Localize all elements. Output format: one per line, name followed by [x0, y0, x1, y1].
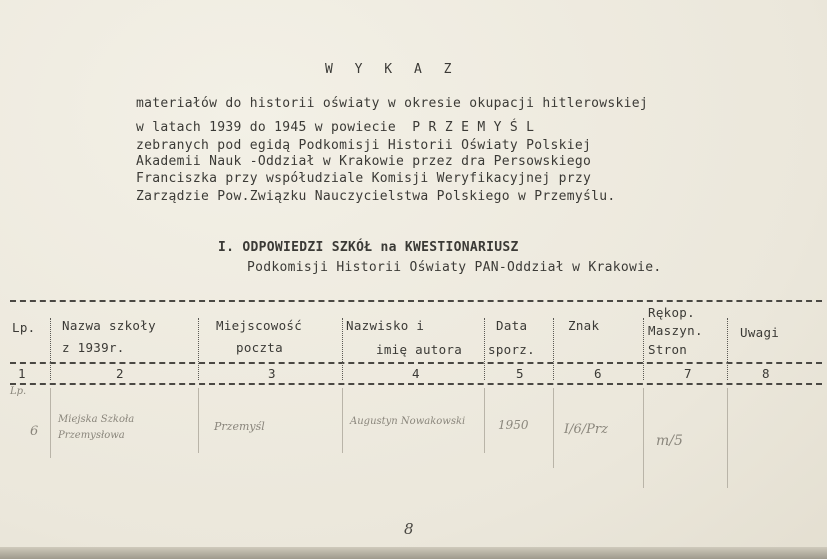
column-divider	[50, 318, 51, 380]
col-header-notes: Uwagi	[740, 325, 780, 340]
row-pages: m/5	[656, 433, 683, 449]
page-number: 8	[404, 520, 414, 538]
document-title: W Y K A Z	[325, 62, 459, 77]
page-edge	[0, 547, 827, 559]
body-column-line	[484, 388, 485, 453]
col-header-place-2: poczta	[236, 340, 283, 355]
col-header-author: Nazwisko i	[346, 318, 425, 333]
handwritten-lp-note: Lp.	[10, 386, 27, 397]
col-header-school: Nazwa szkoły	[62, 318, 156, 333]
column-divider	[643, 318, 644, 380]
row-school: Miejska Szkoła Przemysłowa	[58, 414, 135, 441]
row-place: Przemyśl	[214, 420, 265, 433]
col-number-7: 7	[684, 366, 692, 381]
table-mid-rule	[10, 362, 822, 364]
col-number-2: 2	[116, 366, 124, 381]
intro-line-4: Akademii Nauk -Oddział w Krakowie przez dra Persowskiego	[136, 154, 592, 169]
col-header-pages: Rękop. Maszyn.	[648, 305, 703, 338]
section-heading: I. ODPOWIEDZI SZKÓŁ na KWESTIONARIUSZ	[218, 240, 519, 255]
col-header-school-2: z 1939r.	[62, 340, 125, 355]
row-sign: I/6/Prz	[564, 422, 608, 437]
col-header-lp: Lp.	[12, 320, 36, 335]
col-number-8: 8	[762, 366, 770, 381]
table-top-rule	[10, 300, 822, 302]
intro-line-1: materiałów do historii oświaty w okresie okupacji hitlerowskiej	[136, 96, 648, 111]
col-header-date-2: sporz.	[488, 342, 535, 357]
body-column-line	[198, 388, 199, 453]
col-number-3: 3	[268, 366, 276, 381]
row-author: Augustyn Nowakowski	[350, 416, 466, 427]
col-header-date: Data	[496, 318, 528, 333]
body-column-line	[727, 388, 728, 488]
column-divider	[553, 318, 554, 380]
col-header-place: Miejscowość	[216, 318, 303, 333]
table-sub-rule	[10, 383, 822, 385]
col-number-6: 6	[594, 366, 602, 381]
row-date: 1950	[498, 418, 529, 432]
intro-line-6: Zarządzie Pow.Związku Nauczycielstwa Polskiego w Przemyślu.	[136, 189, 616, 204]
column-divider	[727, 318, 728, 380]
col-number-5: 5	[516, 366, 524, 381]
body-column-line	[643, 388, 644, 488]
col-header-pages-2: Stron	[648, 342, 688, 357]
column-divider	[342, 318, 343, 380]
col-header-sign: Znak	[568, 318, 600, 333]
row-lp: 6	[30, 424, 39, 439]
intro-line-2: w latach 1939 do 1945 w powiecie P R Z E M Y Ś L	[136, 120, 535, 135]
col-number-1: 1	[18, 366, 26, 381]
column-divider	[198, 318, 199, 380]
body-column-line	[342, 388, 343, 453]
col-header-author-2: imię autora	[376, 342, 463, 357]
col-number-4: 4	[412, 366, 420, 381]
column-divider	[484, 318, 485, 380]
intro-line-3: zebranych pod egidą Podkomisji Historii Oświaty Polskiej	[136, 138, 592, 153]
section-subheading: Podkomisji Historii Oświaty PAN-Oddział w Krakowie.	[247, 260, 662, 275]
body-column-line	[553, 388, 554, 468]
body-column-line	[50, 388, 51, 458]
intro-line-5: Franciszka przy współudziale Komisji Weryfikacyjnej przy	[136, 171, 592, 186]
